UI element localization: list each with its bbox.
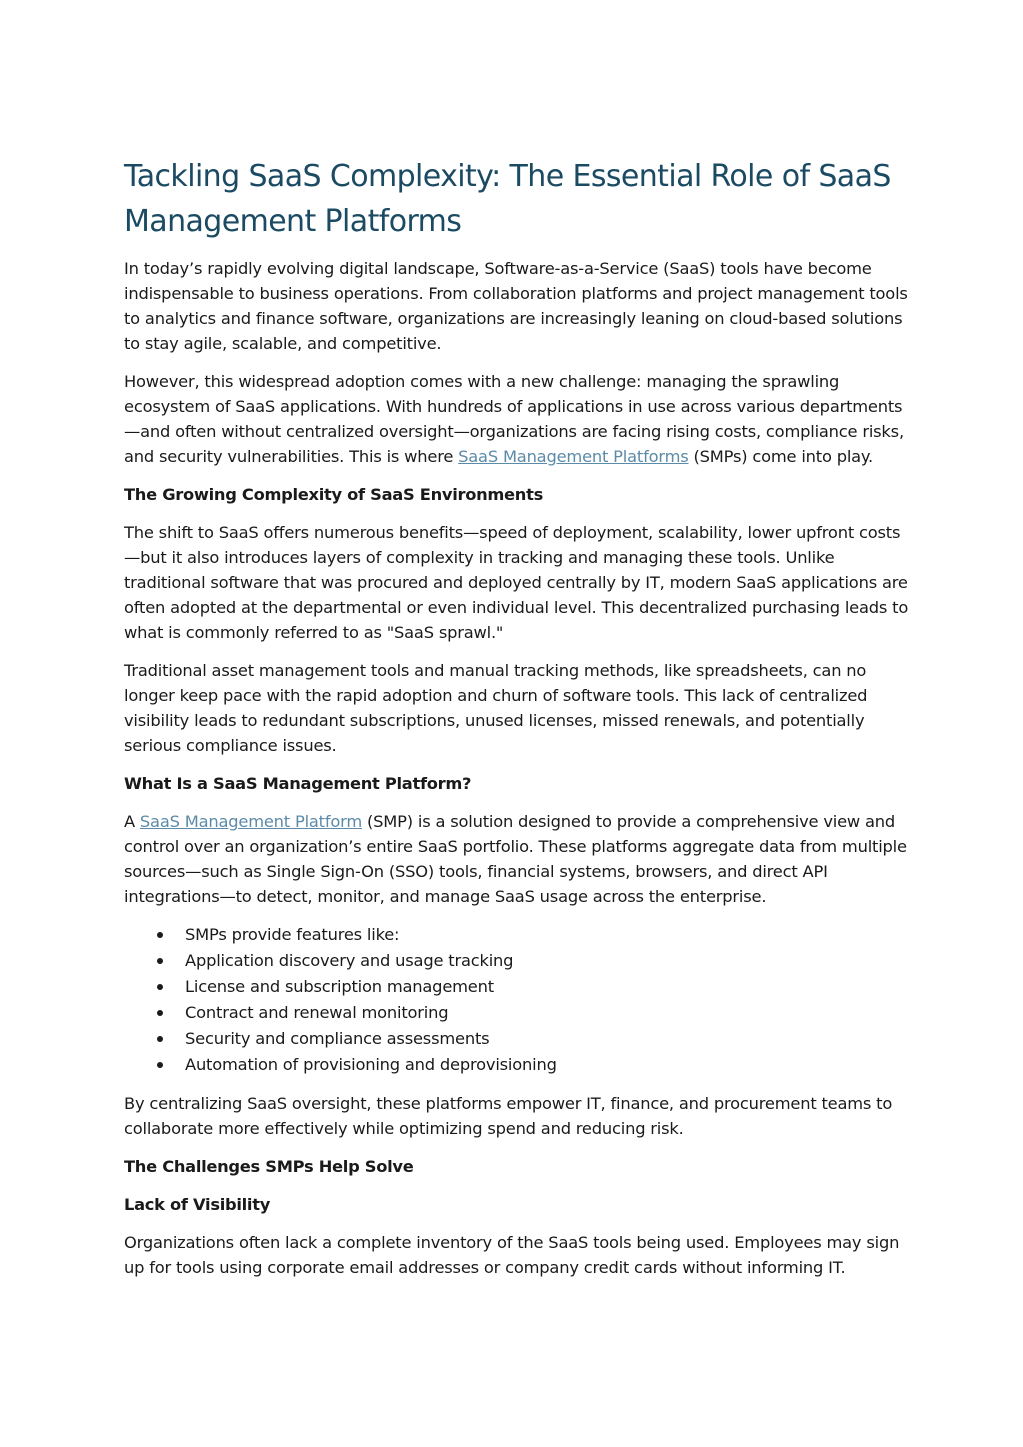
intro-paragraph-2 [124, 369, 910, 469]
page-title: Tackling SaaS Complexity: The Essential Role of SaaS Management Platforms [124, 159, 891, 239]
complexity-paragraph-2: Traditional asset management tools and manual tracking methods, like spreadsheets, can no longer keep pace with the rapid adoption and churn of software tools. This lack of centralized visibility leads to redundant subscriptions, unused licenses, missed renewals, and potentially serious compliance issues. [124, 661, 868, 755]
list-item-text: License and subscription management [185, 977, 494, 996]
list-item-text: Application discovery and usage tracking [185, 951, 514, 970]
document-body [124, 154, 910, 1293]
intro-paragraph-2-text: However, this widespread adoption comes with a new challenge: managing the sprawling ecosystem of SaaS applications. With hundreds of applications in use across various departments—and often without centralized oversight—organizations are facing rising costs, compliance risks, and security vulnerabilities. This is where [124, 372, 904, 466]
list-item [124, 922, 910, 948]
smp-definition-text: (SMP) is a solution designed to provide a comprehensive view and control over an organization’s entire SaaS portfolio. These platforms aggregate data from multiple sources—such as Single Sign-On (SSO) tools, financial systems, browsers, and direct API integrations—to detect, monitor, and manage SaaS usage across the enterprise. [124, 812, 907, 906]
section-heading-challenges: The Challenges SMPs Help Solve [124, 1157, 414, 1176]
intro-paragraph-1: In today’s rapidly evolving digital landscape, Software-as-a-Service (SaaS) tools have become indispensable to business operations. From collaboration platforms and project management tools to analytics and finance software, organizations are increasingly leaning on cloud-based solutions to stay agile, scalable, and competitive. [124, 259, 908, 353]
list-item [124, 1052, 910, 1078]
list-item [124, 1000, 910, 1026]
visibility-paragraph: Organizations often lack a complete inventory of the SaaS tools being used. Employees may sign up for tools using corporate email addresses or company credit cards without informing IT. [124, 1233, 900, 1277]
list-item [124, 948, 910, 974]
bullet-icon [157, 1062, 163, 1068]
bullet-icon [157, 1036, 163, 1042]
subheading-lack-of-visibility: Lack of Visibility [124, 1195, 271, 1214]
section-heading-growing-complexity: The Growing Complexity of SaaS Environments [124, 485, 543, 504]
complexity-paragraph-1: The shift to SaaS offers numerous benefits—speed of deployment, scalability, lower upfront costs—but it also introduces layers of complexity in tracking and managing these tools. Unlike traditional software that was procured and deployed centrally by IT, modern SaaS applications are often adopted at the departmental or even individual level. This decentralized purchasing leads to what is commonly referred to as "SaaS sprawl." [124, 523, 909, 642]
smp-platforms-link[interactable]: SaaS Management Platforms [458, 447, 689, 466]
list-item-text: Contract and renewal monitoring [185, 1003, 449, 1022]
feature-list [124, 922, 910, 1078]
section-heading-what-is-smp: What Is a SaaS Management Platform? [124, 774, 472, 793]
list-item [124, 974, 910, 1000]
smp-definition-paragraph [124, 809, 910, 909]
list-item-text: SMPs provide features like: [185, 925, 400, 944]
smp-platform-link[interactable]: SaaS Management Platform [139, 812, 363, 831]
intro-paragraph-2-tail: (SMPs) come into play. [688, 447, 874, 466]
bullet-icon [157, 1010, 163, 1016]
bullet-icon [157, 932, 163, 938]
list-item-text: Automation of provisioning and deprovisioning [185, 1055, 557, 1074]
list-item-text: Security and compliance assessments [185, 1029, 490, 1048]
bullet-icon [157, 958, 163, 964]
bullet-icon [157, 984, 163, 990]
smp-definition-lead: A [124, 812, 140, 831]
list-item [124, 1026, 910, 1052]
centralizing-paragraph: By centralizing SaaS oversight, these platforms empower IT, finance, and procurement teams to collaborate more effectively while optimizing spend and reducing risk. [124, 1094, 893, 1138]
